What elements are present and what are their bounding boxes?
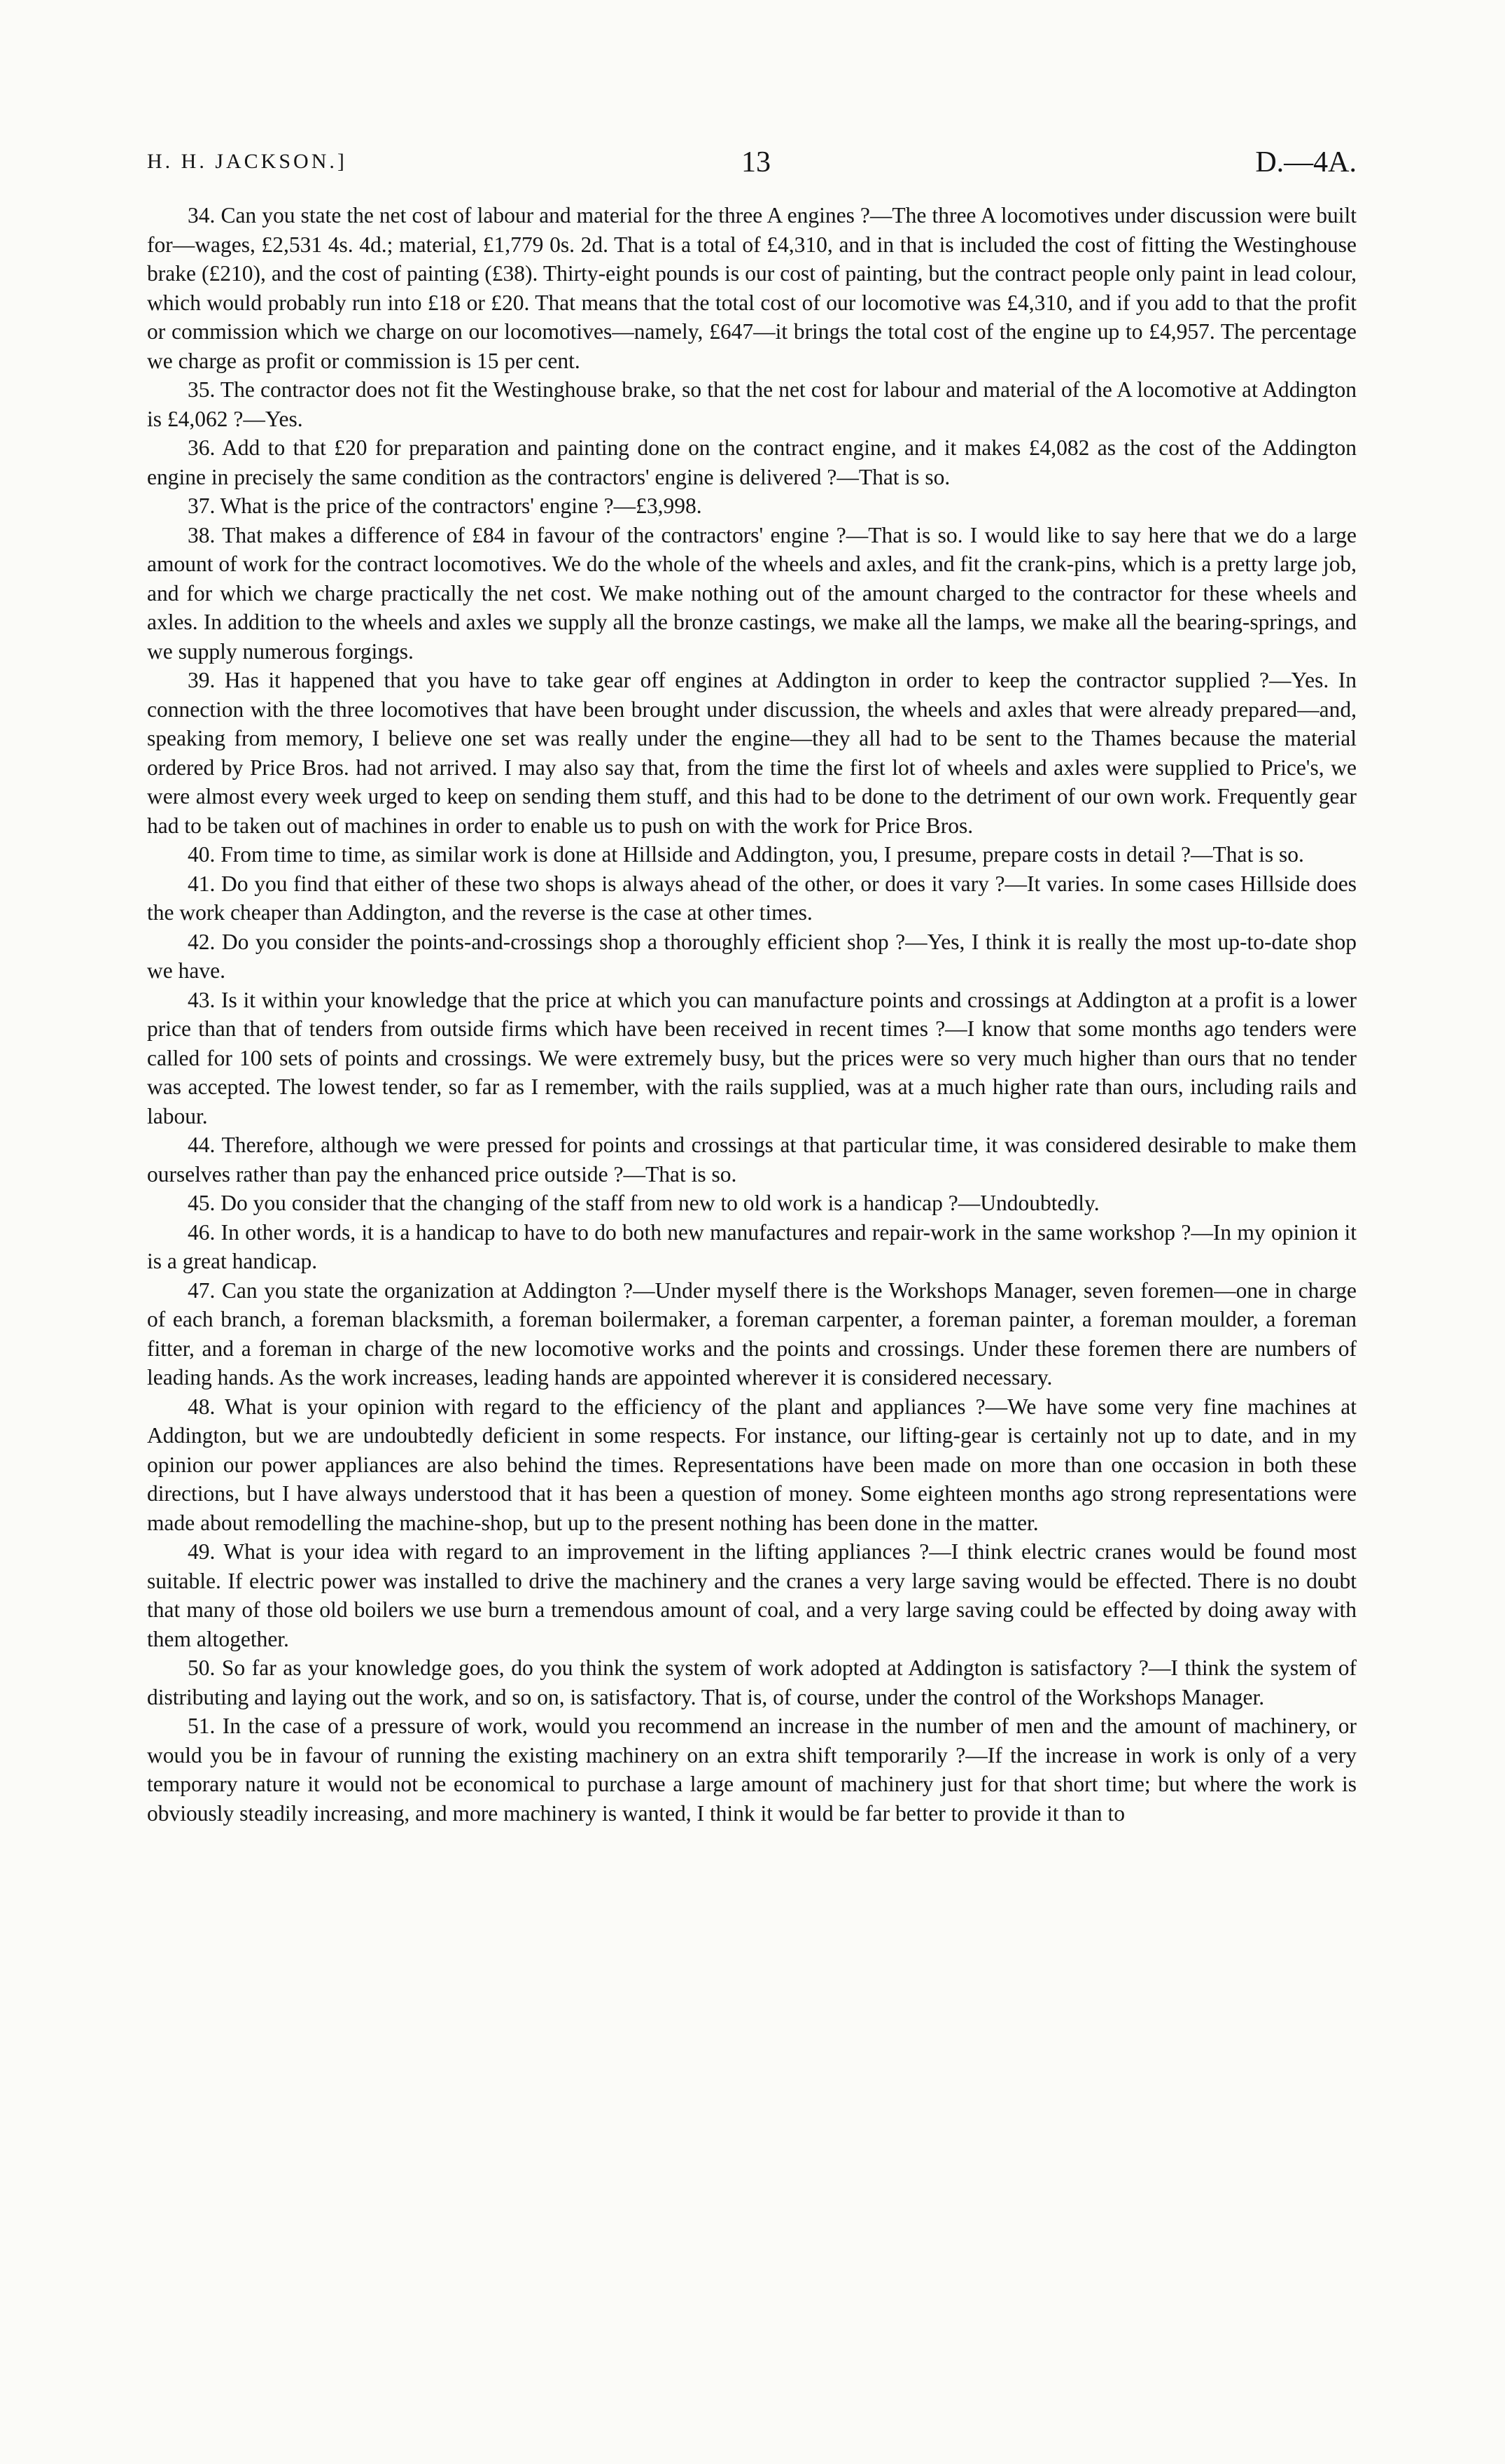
question-34-paragraph: 34. Can you state the net cost of labour and material for the three A engines ?—The three A locomotives under discussion were built for—wages, £2,531 4s. 4d.; material, £1,779 0s. 2d. That is a total of £4,310, and in that is included the cost of fitting the Westinghouse brake (£210), and the cost of painting (£38). Thirty-eight pounds is our cost of painting, but the contract people only paint in lead colour, which would probably run into £18 or £20. That means that the total cost of our locomotive was £4,310, and if you add to that the profit or commission which we charge on our locomotives—namely, £647—it brings the total cost of the engine up to £4,957. The percentage we charge as profit or commission is 15 per cent. (147, 203, 1357, 373)
question-48-paragraph: 48. What is your opinion with regard to the efficiency of the plant and appliances ?—We have some very fine machines at Addington, but we are undoubtedly deficient in some respects. For instance, our lifting-gear is certainly not up to date, and in my opinion our power appliances are also behind the times. Representations have been made on more than one occasion in both these directions, but I have always understood that it has been a question of money. Some eighteen months ago strong representations were made about remodelling the machine-shop, but up to the present nothing has been done in the matter. (147, 1394, 1357, 1535)
question-41-paragraph: 41. Do you find that either of these two shops is always ahead of the other, or does it vary ?—It varies. In some cases Hillside does the work cheaper than Addington, and the reverse is the case at other times. (147, 871, 1357, 925)
question-51-paragraph: 51. In the case of a pressure of work, would you recommend an increase in the number of men and the amount of machinery, or would you be in favour of running the existing machinery on an extra shift temporarily ?—If the increase in work is only of a very temporary nature it would not be economical to purchase a large amount of machinery just for that short time; but where the work is obviously steadily increasing, and more machinery is wanted, I think it would be far better to provide it than to (147, 1714, 1357, 1826)
question-43-paragraph: 43. Is it within your knowledge that the price at which you can manufacture points and crossings at Addington at a profit is a lower price than that of tenders from outside firms which have been received in recent times ?—I know that some months ago tenders were called for 100 sets of points and crossings. We were extremely busy, but the prices were so very much higher than ours that no tender was accepted. The lowest tender, so far as I remember, with the rails supplied, was at a much higher rate than ours, including rails and labour. (147, 987, 1357, 1128)
question-44-paragraph: 44. Therefore, although we were pressed for points and crossings at that particular time, it was considered desirable to make them ourselves rather than pay the enhanced price outside ?—That is so. (147, 1133, 1357, 1186)
running-header (147, 146, 1357, 188)
question-39-paragraph: 39. Has it happened that you have to take gear off engines at Addington in order to keep the contractor supplied ?—Yes. In connection with the three locomotives that have been brought under discussion, the wheels and axles that were already prepared—and, speaking from memory, I believe one set was really under the engine—they all had to be sent to the Thames because the material ordered by Price Bros. had not arrived. I may also say that, from the time the first lot of wheels and axles were supplied to Price's, we were almost every week urged to keep on sending them stuff, and this had to be done to the detriment of our own work. Frequently gear had to be taken out of machines in order to enable us to push on with the work for Price Bros. (147, 668, 1357, 838)
question-45-paragraph: 45. Do you consider that the changing of the staff from new to old work is a handicap ?—Undoubtedly. (188, 1191, 1100, 1215)
document-reference: D.—4A. (1255, 146, 1357, 178)
evidence-text (147, 201, 1357, 1828)
question-35-paragraph: 35. The contractor does not fit the Westinghouse brake, so that the net cost for labour and material of the A locomotive at Addington is £4,062 ?—Yes. (147, 377, 1357, 431)
question-37-paragraph: 37. What is the price of the contractors' engine ?—£3,998. (188, 493, 702, 518)
question-40-paragraph: 40. From time to time, as similar work is done at Hillside and Addington, you, I presume, prepare costs in detail ?—That is so. (188, 842, 1304, 867)
page-number: 13 (741, 146, 771, 178)
question-49-paragraph: 49. What is your idea with regard to an improvement in the lifting appliances ?—I think electric cranes would be found most suitable. If electric power was installed to drive the machinery and the cranes a very large saving would be effected. There is no doubt that many of those old boilers we use burn a tremendous amount of coal, and a very large saving could be effected by doing away with them altogether. (147, 1539, 1357, 1651)
question-46-paragraph: 46. In other words, it is a handicap to have to do both new manufactures and repair-work in the same workshop ?—In my opinion it is a great handicap. (147, 1219, 1357, 1273)
question-36-paragraph: 36. Add to that £20 for preparation and painting done on the contract engine, and it makes £4,082 as the cost of the Addington engine in precisely the same condition as the contractors' engine is delivered ?—That is so. (147, 435, 1357, 489)
question-50-paragraph: 50. So far as your knowledge goes, do you think the system of work adopted at Addington is satisfactory ?—I think the system of distributing and laying out the work, and so on, is satisfactory. That is, of course, under the control of the Workshops Manager. (147, 1656, 1357, 1709)
witness-name-header: H. H. JACKSON.] (147, 150, 347, 173)
question-38-paragraph: 38. That makes a difference of £84 in favour of the contractors' engine ?—That is so. I would like to say here that we do a large amount of work for the contract locomotives. We do the whole of the wheels and axles, and fit the crank-pins, which is a pretty large job, and for which we charge practically the net cost. We make nothing out of the amount charged to the contractor for these wheels and axles. In addition to the wheels and axles we supply all the bronze castings, we make all the lamps, we make all the bearing-springs, and we supply numerous forgings. (147, 522, 1357, 664)
question-47-paragraph: 47. Can you state the organization at Addington ?—Under myself there is the Workshops Manager, seven foremen—one in charge of each branch, a foreman blacksmith, a foreman boilermaker, a foreman carpenter, a foreman painter, a foreman moulder, a foreman fitter, and a foreman in charge of the new locomotive works and the points and crossings. Under these foremen there are numbers of leading hands. As the work increases, leading hands are appointed wherever it is considered necessary. (147, 1278, 1357, 1390)
question-42-paragraph: 42. Do you consider the points-and-crossings shop a thoroughly efficient shop ?—Yes, I think it is really the most up-to-date shop we have. (147, 929, 1357, 983)
